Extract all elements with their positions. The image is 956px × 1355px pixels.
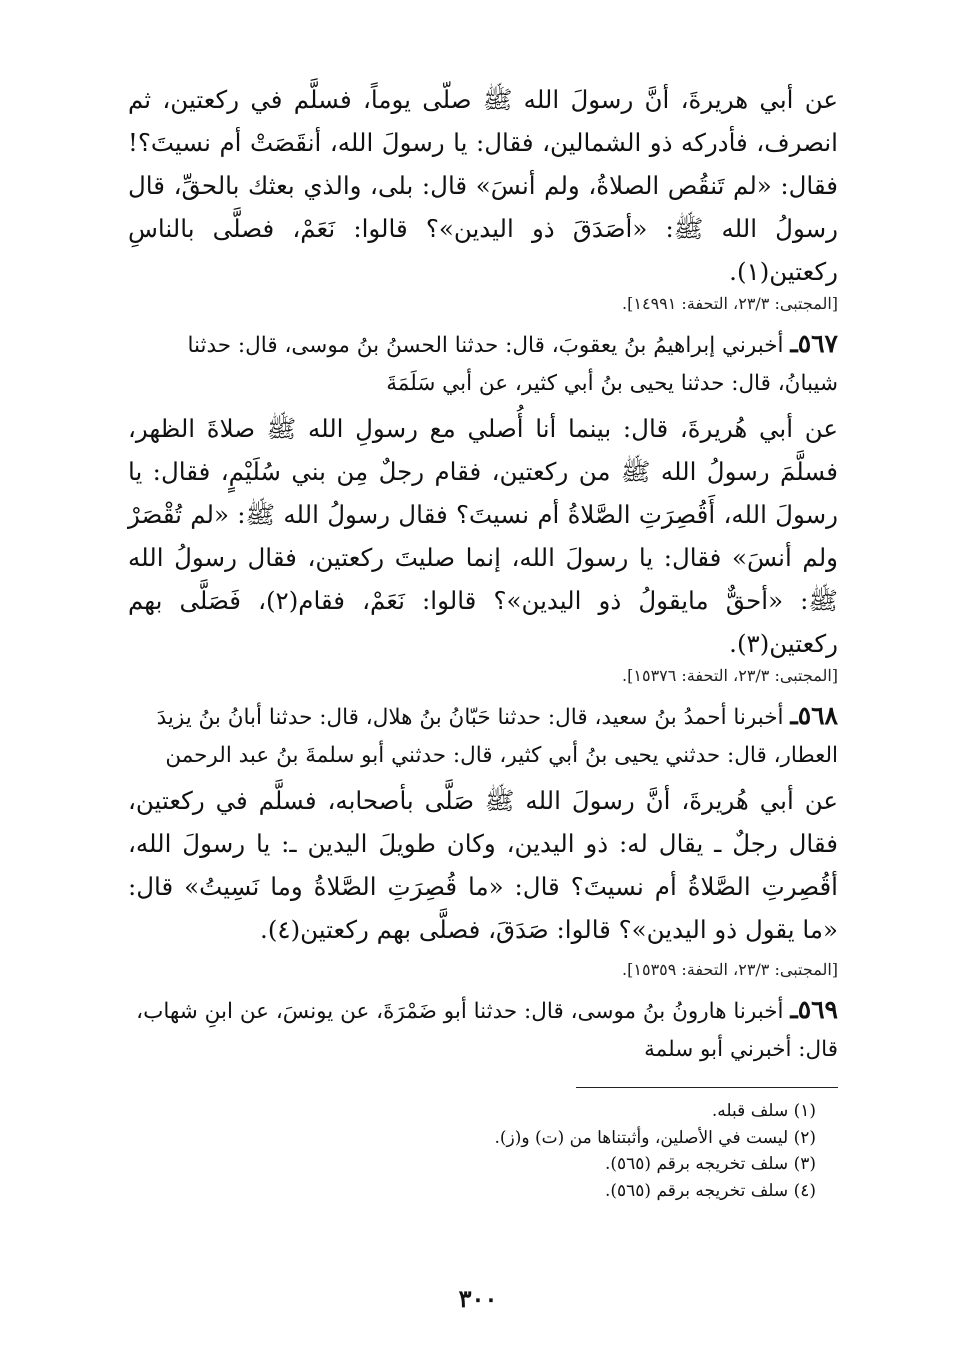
hadith-text-568: عن أبي هُريرةَ، أنَّ رسولَ الله ﷺ صَلَّى بأصحابه، فسلَّم في ركعتين، فقال رجلٌ ـ يقال له: ذو اليدين، وكان طويلَ اليدين ـ: يا رسولَ الله، أقُصِرتِ الصَّلاةُ أم نسيتَ؟ قال: «ما قُصِرَتِ الصَّلاةُ وما نَسِيتُ» قال: «ما يقول ذو اليدين»؟ قالوا: صَدَقَ، فصلَّى بهم ركعتين(٤). [128, 786, 838, 944]
takhrij-reference-566: [المجتبى: ٢٣/٣، التحفة: ١٤٩٩١]. [622, 294, 838, 313]
isnad-567: أخبرني إبراهيمُ بنُ يعقوبَ، قال: حدثنا الحسنُ بنُ موسى، قال: حدثنا شيبانُ، قال: حدثنا يحيى بنُ أبي كثير، عن أبي سَلَمَةَ [187, 333, 838, 396]
hadith-number-569: ٥٦٩ـ [790, 995, 838, 1024]
takhrij-reference-568: [المجتبى: ٢٣/٣، التحفة: ١٥٣٥٩]. [622, 960, 838, 979]
isnad-569: أخبرنا هارونُ بنُ موسى، قال: حدثنا أبو ضَمْرَةَ، عن يونسَ، عن ابنِ شهاب، قال: أخبرني أبو سلمة [136, 999, 838, 1062]
footnote-4: (٤) سلف تخريجه برقم (٥٦٥). [604, 1180, 816, 1201]
hadith-chain-567 [128, 325, 838, 403]
page-number: ٣٠٠ [458, 1284, 498, 1313]
hadith-text-566: عن أبي هريرةَ، أنَّ رسولَ الله ﷺ صلّى يوماً، فسلَّم في ركعتين، ثم انصرف، فأدركه ذو الشمالين، فقال: يا رسولَ الله، أنقَصَتْ أم نسيتَ؟! فقال: «لم تَنقُص الصلاةُ، ولم أنسَ» قال: بلى، والذي بعثك بالحقِّ، قال رسولُ الله ﷺ: «أصَدَقَ ذو اليدين»؟ قالوا: نَعَمْ، فصلَّى بالناسِ ركعتين(١). [128, 85, 838, 286]
footnote-divider [576, 1087, 838, 1088]
hadith-chain-568 [128, 697, 838, 775]
isnad-568: أخبرنا أحمدُ بنُ سعيد، قال: حدثنا حَبّانُ بنُ هلال، قال: حدثنا أبانُ بنُ يزيدَ العطار، قال: حدثني يحيى بنُ أبي كثير، قال: حدثني أبو سلمةَ بنُ عبد الرحمن [156, 705, 838, 768]
takhrij-reference-567: [المجتبى: ٢٣/٣، التحفة: ١٥٣٧٦]. [622, 666, 838, 685]
footnote-3: (٣) سلف تخريجه برقم (٥٦٥). [604, 1154, 816, 1174]
hadith-number-567: ٥٦٧ـ [790, 329, 838, 358]
footnotes [128, 1098, 838, 1204]
hadith-number-568: ٥٦٨ـ [790, 701, 838, 730]
footnote-2: (٢) ليست في الأصلين، وأثبتناها من (ت) و(ز). [494, 1127, 816, 1148]
hadith-chain-569 [128, 991, 838, 1069]
hadith-text-567: عن أبي هُريرةَ، قال: بينما أنا أُصلي مع رسولِ الله ﷺ صلاةَ الظهر، فسلَّمَ رسولُ الله ﷺ من ركعتين، فقام رجلٌ مِن بني سُلَيْمٍ، فقال: يا رسولَ الله، أَقُصِرَتِ الصَّلاةُ أم نسيتَ؟ فقال رسولُ الله ﷺ: «لم تُقْصَرْ ولم أنسَ» فقال: يا رسولَ الله، إنما صليتَ ركعتين، فقال رسولُ الله ﷺ: «أحقٌّ مايقولُ ذو اليدين»؟ قالوا: نَعَمْ، فقام(٢)، فَصَلَّى بهم ركعتين(٣). [128, 414, 839, 658]
footnote-1: (١) سلف قبله. [711, 1101, 816, 1121]
